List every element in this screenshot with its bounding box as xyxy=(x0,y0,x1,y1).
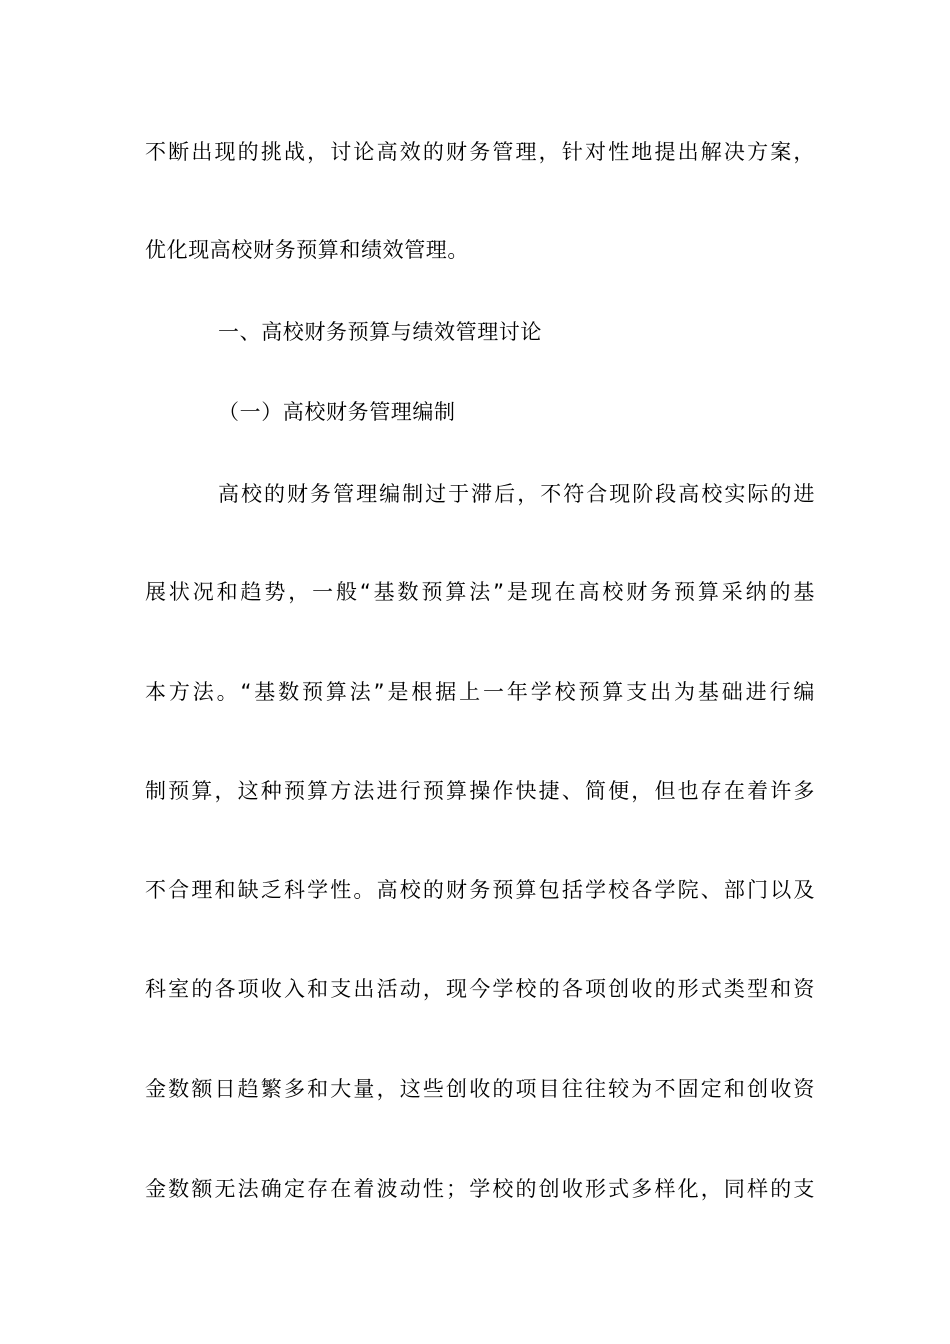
paragraph-line: 本方法。“基数预算法”是根据上一年学校预算支出为基础进行编 xyxy=(145,680,815,704)
section-heading: 一、高校财务预算与绩效管理讨论 xyxy=(218,320,542,344)
paragraph-line: 金数额无法确定存在着波动性；学校的创收形式多样化，同样的支 xyxy=(145,1177,815,1201)
paragraph-line: 科室的各项收入和支出活动，现今学校的各项创收的形式类型和资 xyxy=(145,977,815,1001)
paragraph-line: 制预算，这种预算方法进行预算操作快捷、简便，但也存在着许多 xyxy=(145,779,815,803)
paragraph-line: 优化现高校财务预算和绩效管理。 xyxy=(145,238,469,262)
paragraph-line: 展状况和趋势，一般“基数预算法”是现在高校财务预算采纳的基 xyxy=(145,580,815,604)
subsection-heading: （一）高校财务管理编制 xyxy=(218,400,456,424)
paragraph-line: 金数额日趋繁多和大量，这些创收的项目往往较为不固定和创收资 xyxy=(145,1077,815,1101)
paragraph-line: 不合理和缺乏科学性。高校的财务预算包括学校各学院、部门以及 xyxy=(145,878,815,902)
paragraph-line: 高校的财务管理编制过于滞后，不符合现阶段高校实际的进 xyxy=(218,482,815,506)
paragraph-line: 不断出现的挑战，讨论高效的财务管理，针对性地提出解决方案， xyxy=(145,140,815,164)
